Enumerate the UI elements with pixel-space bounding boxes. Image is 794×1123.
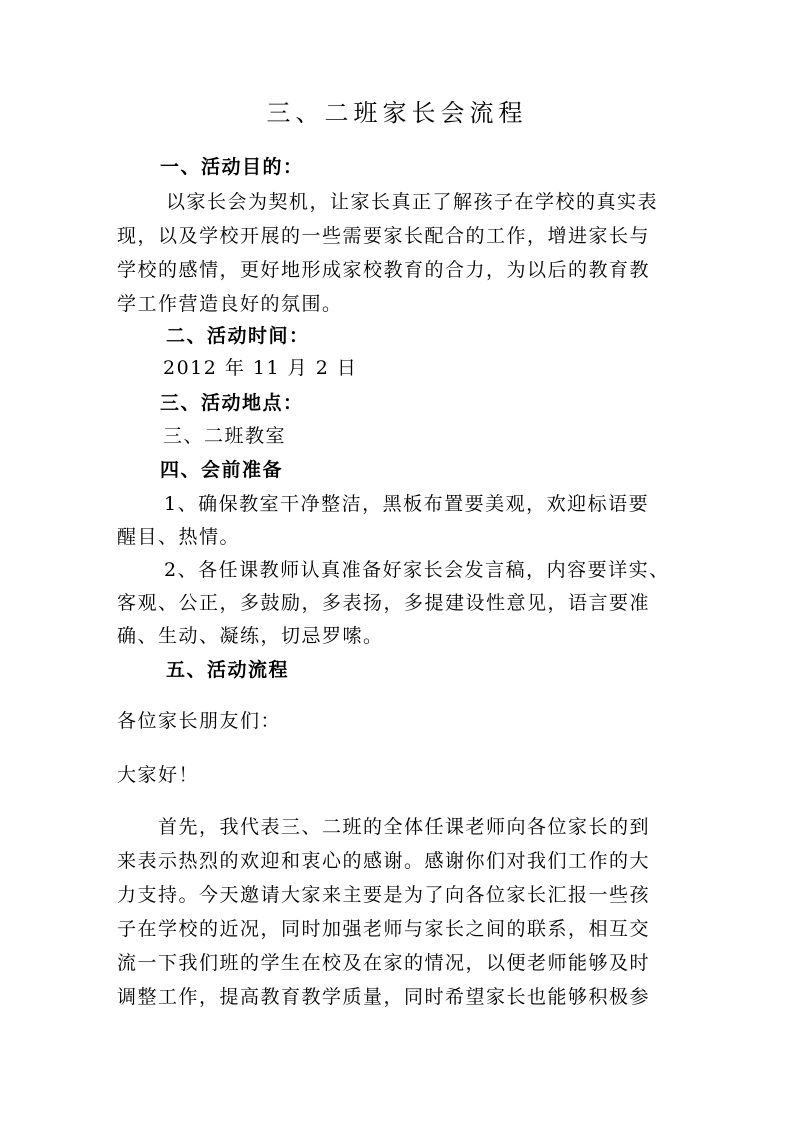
speech-line: 流一下我们班的学生在校及在家的情况，以便老师能够及时 [117,952,651,974]
paragraph-line: 1、确保教室干净整洁，黑板布置要美观，欢迎标语要 [164,493,650,515]
section-heading-location: 三、活动地点： [160,392,304,414]
section-heading-preparation: 四、会前准备 [160,459,284,481]
section-heading-purpose: 一、活动目的： [160,156,304,178]
paragraph-line: 学校的感情，更好地形成家校教育的合力，为以后的教育教 [117,259,651,281]
paragraph-line: 以家长会为契机，让家长真正了解孩子在学校的真实表 [166,191,659,213]
speech-line: 子在学校的近况，同时加强老师与家长之间的联系，相互交 [117,918,651,940]
paragraph-line: 确、生动、凝练，切忌罗嗦。 [117,625,384,647]
speech-salutation: 各位家长朋友们： [117,710,282,732]
paragraph-line: 学工作营造良好的氛围。 [117,293,343,315]
section-heading-process: 五、活动流程 [166,659,290,681]
speech-line: 来表示热烈的欢迎和衷心的感谢。感谢你们对我们工作的大 [117,850,651,872]
speech-line: 力支持。今天邀请大家来主要是为了向各位家长汇报一些孩 [117,884,651,906]
paragraph-line: 醒目、热情。 [117,526,241,548]
speech-line: 调整工作，提高教育教学质量，同时希望家长也能够积极参 [117,986,651,1008]
paragraph-line: 现，以及学校开展的一些需要家长配合的工作，增进家长与 [117,225,651,247]
speech-line: 首先，我代表三、二班的全体任课老师向各位家长的到 [158,816,651,838]
paragraph-line: 客观、公正，多鼓励，多表扬，多提建设性意见，语言要准 [117,592,651,614]
activity-date: 2012 年 11 月 2 日 [163,357,358,379]
activity-location: 三、二班教室 [163,425,287,447]
section-heading-time: 二、活动时间： [166,325,310,347]
paragraph-line: 2、各任课教师认真准备好家长会发言稿，内容要详实、 [164,559,670,581]
document-title: 三、二班家长会流程 [266,99,528,127]
speech-greeting: 大家好！ [117,764,200,786]
